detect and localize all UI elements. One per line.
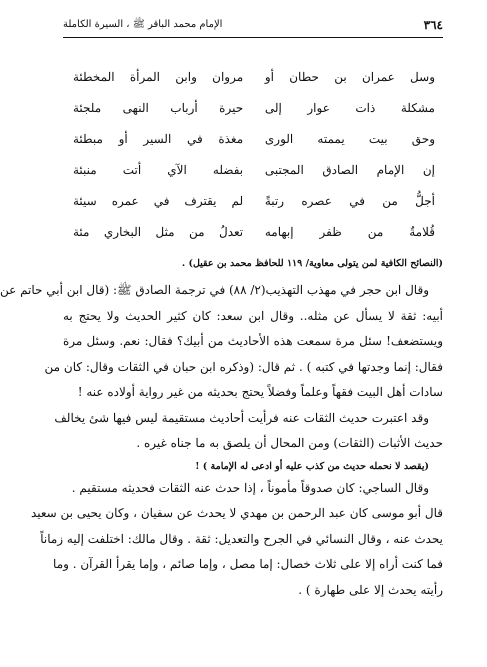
text-line: سادات أهل البيت فقهاً وعلماً وفضلاً يحتج بحديثه من غير رواية أولاده عنه ! (77, 385, 443, 399)
text-line: رأيته يحدث إلا على طهارة ) . (298, 582, 443, 597)
hemistich-second: مروان وابن المرأة المخطئة (73, 70, 244, 84)
poem-verse (73, 124, 435, 155)
text-line: فقال: إنما وجدتها في كتبه ) . ثم قال: (وذكره ابن حبان في الثقات وقال: كان من (44, 359, 443, 374)
text-line: حديث الأثبات (الثقات) ومن المحال أن يلصق به ما جناه غيره . (136, 436, 443, 450)
poem-verse (73, 217, 435, 248)
poem-verse (73, 62, 435, 93)
hemistich-first: إن الإمام الصادق المجتبى (264, 163, 435, 177)
text-line: وقال الساجي: كان صدوقاً مأموناً ، إذا حدث عنه الثقات فحديثه مستقيم . (71, 480, 429, 495)
hemistich-second: تعدلُ من مثل البخاري مئة (73, 225, 244, 239)
running-title: الإمام محمد الباقر ﷺ ، السيرة الكاملة (63, 19, 223, 30)
text-line: فما كنت أراه إلا على ثلاث خصال: إما مصل ، وإما صائم ، وإما يقرأ القرآن . وما (53, 557, 443, 571)
hemistich-second: حيرة أرباب النهى ملجئة (73, 101, 244, 115)
text-line: قال أبو موسى كان عبد الرحمن بن مهدي لا يحدث عن سفيان ، وكان يحيى بن سعيد (30, 506, 443, 520)
page-number: ٣٦٤ (423, 18, 443, 32)
hemistich-second: لم يقترف في عمره سيئة (73, 194, 244, 208)
text-line: أبيه: ثقة لا يسأل عن مثله.. وقال ابن سعد: كان كثير الحديث ولا يحتج به (63, 308, 443, 323)
hemistich-first: قُلامةٌ من ظفر إبهامه (264, 225, 435, 239)
poem-verse (73, 186, 435, 217)
poem-verse (73, 93, 435, 124)
text-line: وقد اعتبرت حديث الثقات عنه فرأيت أحاديث مستقيمة ليس فيها شئ يخالف (54, 410, 429, 425)
prose-body (0, 278, 443, 603)
source-citation: (النصائح الكافية لمن يتولى معاوية/ ١١٩ للحافظ محمد بن عقيل) . (181, 258, 443, 269)
poem-verse (73, 155, 435, 186)
hemistich-second: مغذة في السير أو مبطئة (73, 132, 244, 146)
author-note: (يقصد لا نحمله حديث من كذب عليه أو ادعى له الإمامة ) ! (195, 460, 429, 472)
hemistich-first: أجلُّ من في عصره رتبةً (264, 194, 435, 208)
hemistich-first: وسل عمران بن حطان أو (264, 70, 435, 84)
hemistich-second: بفضله الآي أتت منبئة (73, 163, 244, 177)
hemistich-first: وحق بيت يممته الورى (264, 132, 435, 146)
text-line: ويستضعف! سئل مرة سمعت هذه الأحاديث من أبيك؟ فقال: نعم. وسئل مرة (63, 334, 443, 348)
page-header (63, 16, 443, 38)
poem (73, 62, 435, 248)
text-line: وقال ابن حجر في مهذب التهذيب(٢/ ٨٨) في ترجمة الصادق ﷺ: (قال ابن أبي حاتم عن (0, 283, 429, 297)
text-line: يحدث عنه ، وقال النسائي في الجرح والتعديل: ثقة . وقال مالك: اختلفت إليه زماناً (40, 531, 443, 546)
hemistich-first: مشكلة ذات عوار إلى (264, 101, 435, 115)
